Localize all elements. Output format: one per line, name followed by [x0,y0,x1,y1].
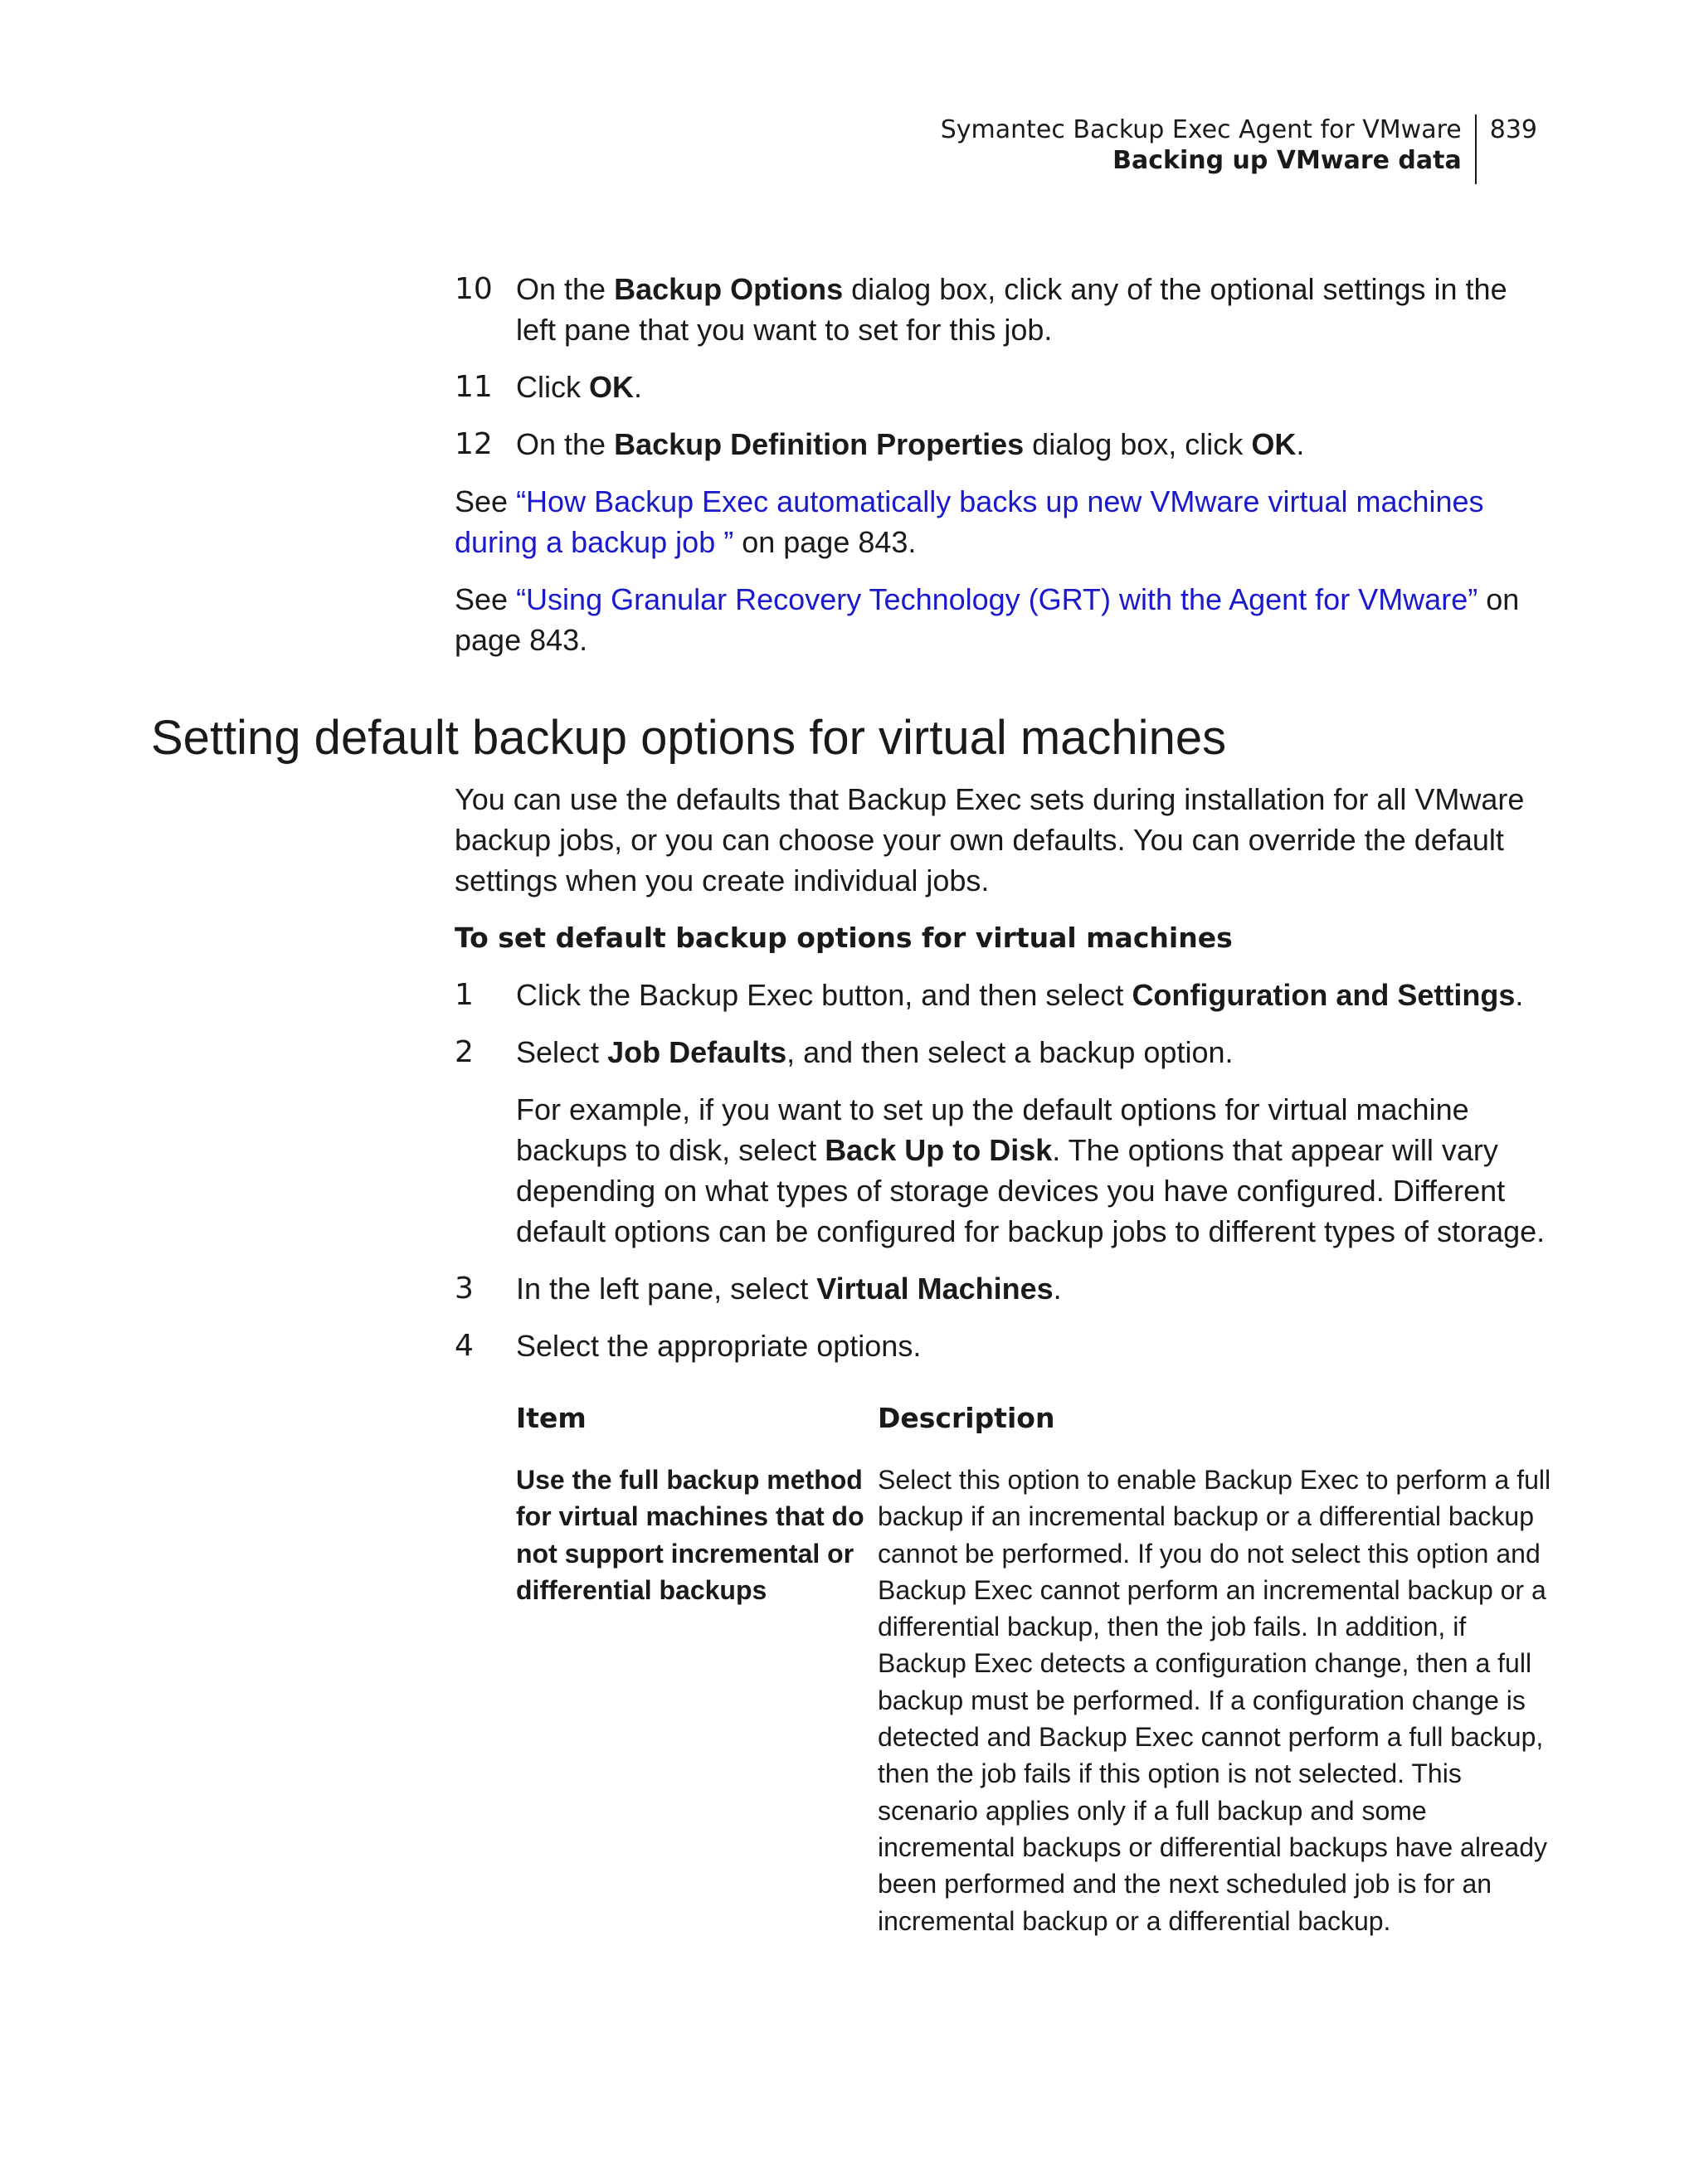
options-table [516,1402,1553,1939]
page-number: 839 [1489,115,1537,144]
step-number: 1 [455,978,474,1012]
column-header-description: Description [878,1402,1055,1434]
intro-paragraph: You can use the defaults that Backup Exec sets during installation for all VMware backup jobs, or you can choose your own defaults. You can override the default settings when you create individual jobs. [455,782,1525,897]
procedure-step [455,269,1550,350]
step-number: 3 [455,1272,474,1306]
running-header [941,114,1537,184]
column-header-item: Item [516,1402,587,1434]
step-text: Select the appropriate options. [516,1329,922,1363]
procedure-step [455,1268,1550,1309]
procedure-title: To set default backup options for virtual machines [455,922,1233,954]
cross-reference-link[interactable]: “How Backup Exec automatically backs up new VMware virtual machines during a backup job ” [455,484,1484,559]
procedure-step [455,367,1550,407]
chapter-title: Symantec Backup Exec Agent for VMware [940,115,1462,144]
step-number: 2 [455,1035,474,1069]
procedure-step [455,1032,1550,1073]
section-heading: Setting default backup options for virtual machines [151,711,1227,765]
procedure-step [455,424,1550,465]
step-text: In the left pane, select Virtual Machines. [516,1272,1062,1306]
step-text: Select Job Defaults, and then select a backup option. [516,1035,1234,1069]
step-text: On the Backup Definition Properties dialog box, click OK. [516,427,1305,461]
see-also-reference: See “How Backup Exec automatically backs up new VMware virtual machines during a backup job ” on page 843. [455,484,1484,559]
option-description: Select this option to enable Backup Exec to perform a full backup if an incremental backup or a differential backup cannot be performed. If you do not select this option and Backup Exec cannot perform an incremental backup or a differential backup, then the job fails. In addition, if Backup Exec detects a configuration change, then a full backup must be performed. If a configuration change is detected and Backup Exec cannot perform a full backup, then the job fails if this option is not selected. This scenario applies only if a full backup and some incremental backups or differential backups have already been performed and the next scheduled job is for an incremental backup or a differential backup. [878,1465,1551,1936]
procedure-step [455,1325,1550,1366]
step-number: 10 [455,272,493,306]
section-title: Backing up VMware data [1112,146,1462,175]
table-header-row [516,1402,1553,1435]
step-number: 12 [455,427,493,461]
step-text: Click OK. [516,370,643,404]
step-number: 11 [455,370,493,404]
see-also-reference: See “Using Granular Recovery Technology (GRT) with the Agent for VMware” on page 843. [455,582,1520,657]
cross-reference-link[interactable]: “Using Granular Recovery Technology (GRT) with the Agent for VMware” [516,582,1478,616]
procedure-step [455,975,1550,1015]
option-name: Use the full backup method for virtual machines that do not support incremental or differential backups [516,1465,864,1605]
continued-procedure [455,269,1550,660]
section-body [455,779,1550,1366]
step-number: 4 [455,1329,474,1363]
step-example-paragraph: For example, if you want to set up the default options for virtual machine backups to disk, select Back Up to Disk. The options that appear will vary depending on what types of storage devices you have configured. Different default options can be configured for backup jobs to different types of storage. [516,1092,1546,1248]
running-header-text [941,114,1477,184]
table-row [516,1462,1553,1939]
step-text: Click the Backup Exec button, and then select Configuration and Settings. [516,978,1524,1012]
step-text: On the Backup Options dialog box, click any of the optional settings in the left pane that you want to set for this job. [516,272,1507,347]
